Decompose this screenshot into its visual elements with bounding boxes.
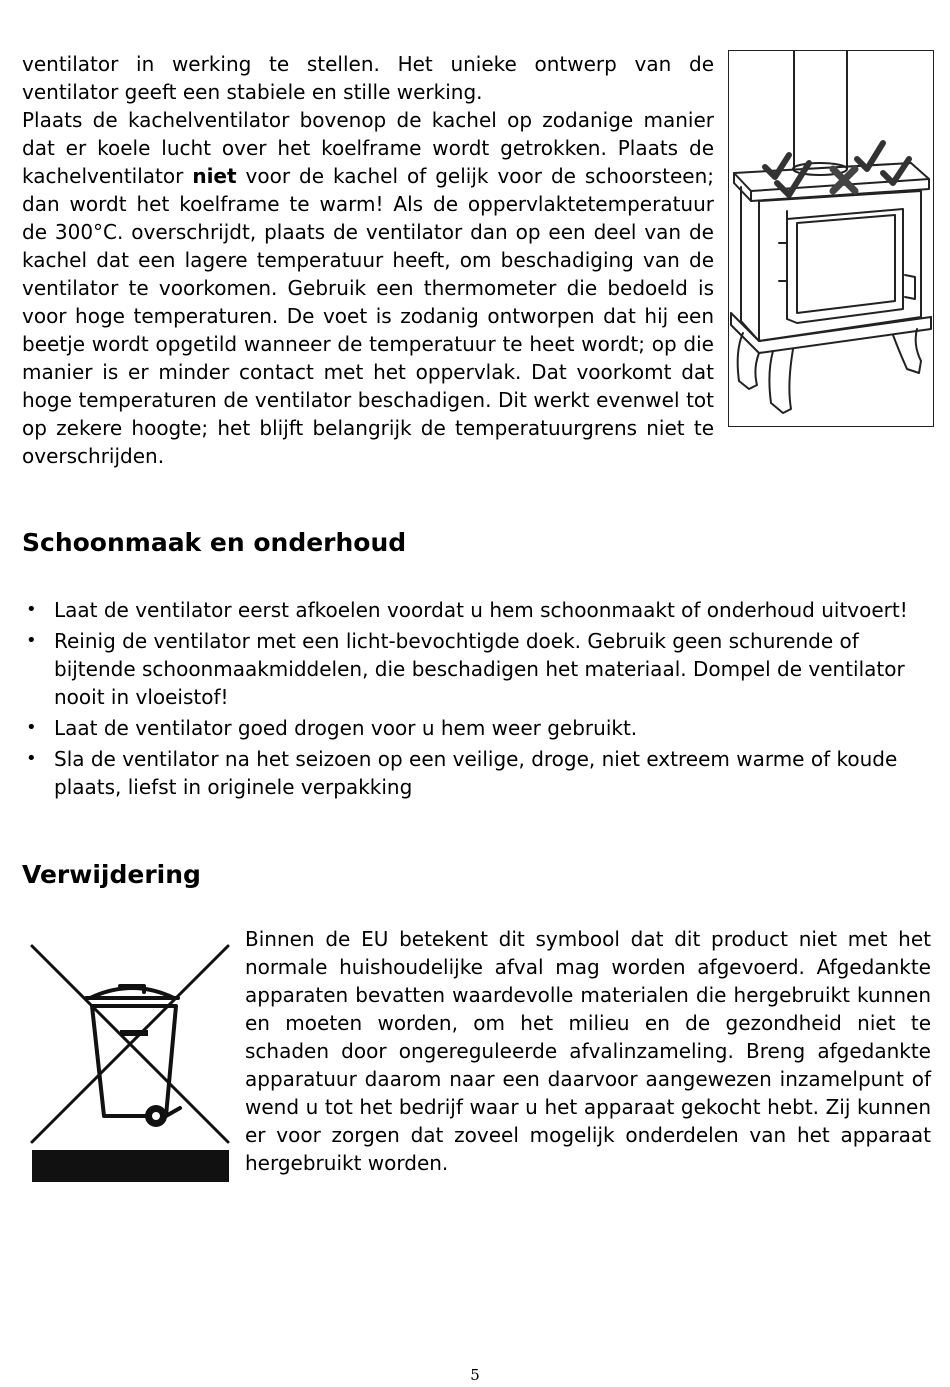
cleaning-heading: Schoonmaak en onderhoud [22,528,407,557]
bullet-icon: • [26,599,37,620]
intro-paragraph-2-start: Plaats de kachelventilator bovenop de kachel op zodanige manier dat er koele lucht over het koelframe wordt getrokken. Plaats de kachelventilator [22,108,714,188]
list-item-text: Laat de ventilator eerst afkoelen voordat u hem schoonmaakt of onderhoud uitvoert! [54,598,908,622]
crossed-out-wheelie-bin-icon [28,940,233,1185]
cleaning-list [22,596,934,804]
page-number: 5 [470,1366,480,1384]
disposal-paragraph: Binnen de EU betekent dit symbool dat dit product niet met het normale huishoudelijke afval mag worden afgevoerd. Afgedankte apparaten bevatten waardevolle materialen die hergebruikt kunnen en moeten worden, om het milieu en de gezondheid niet te schaden door ongereguleerde afvalinzameling. Breng afgedankte apparatuur daarom naar een daarvoor aangewezen inzamelpunt of wend u tot het bedrijf waar u het apparaat gekocht hebt. Zij kunnen er voor zorgen dat zoveel mogelijk onderdelen van het apparaat hergebruikt worden. [245,927,931,1175]
bullet-icon: • [26,717,37,738]
list-item-text: Laat de ventilator goed drogen voor u hem weer gebruikt. [54,716,638,740]
list-item [22,627,934,711]
disposal-heading: Verwijdering [22,860,201,889]
weee-symbol [28,940,233,1185]
list-item-text: Reinig de ventilator met een licht-bevochtigde doek. Gebruik geen schurende of bijtende schoonmaakmiddelen, die beschadigen het materiaal. Dompel de ventilator nooit in vloeistof! [54,629,905,709]
intro-paragraph-2-end: voor de kachel of gelijk voor de schoorsteen; dan wordt het koelframe te warm! Als de oppervlaktetemperatuur de 300°C. overschrijdt, plaats de ventilator dan op een deel van de kachel dat een lagere temperatuur heeft, om beschadiging van de ventilator te voorkomen. Gebruik een thermometer die bedoeld is voor hoge temperaturen. De voet is zodanig ontworpen dat hij een beetje wordt opgetild wanneer de temperatuur te heet wordt; op die manier is er minder contact met het oppervlak. Dat voorkomt dat hoge temperaturen de ventilator beschadigen. Dit werkt evenwel tot op zekere hoogte; het blijft belangrijk de temperatuurgrens niet te overschrijden. [22,164,714,468]
stove-placement-illustration [728,50,934,427]
list-item [22,596,934,624]
list-item-text: Sla de ventilator na het seizoen op een veilige, droge, niet extreem warme of koude plaats, liefst in originele verpakking [54,747,898,799]
intro-paragraph-1: ventilator in werking te stellen. Het unieke ontwerp van de ventilator geeft een stabiele en stille werking. [22,52,714,104]
list-item [22,745,934,801]
bullet-icon: • [26,630,37,651]
intro-bold-word: niet [192,164,237,188]
bullet-icon: • [26,748,37,769]
list-item [22,714,934,742]
stove-icon [729,51,933,426]
intro-section [22,50,934,470]
